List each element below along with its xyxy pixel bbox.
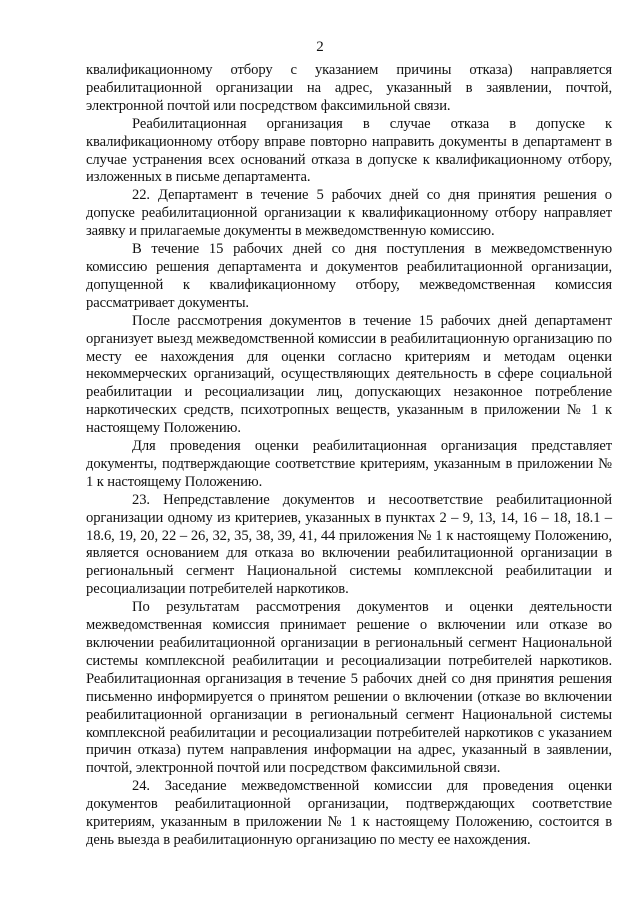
paragraph-item-23: 23. Непредставление документов и несоответствие реабилитационной организации одному из критериев, указанных в пунктах 2 – 9, 13, 14, 16 – 18, 18.1 – 18.6, 19, 20, 22 – 26, 32, 35, 38, 39, 41, 44 приложения № 1 к настоящему Положению, является основанием для отказа во включении реабилитационной организации в региональный сегмент Национальной системы комплексной реабилитации и ресоциализации потребителей наркотиков. xyxy=(86,491,612,598)
paragraph-review-period: В течение 15 рабочих дней со дня поступления в межведомственную комиссию решения департамента и документов реабилитационной организации, допущенной к квалификационному отбору, межведомственная комиссия рассматривает документы. xyxy=(86,241,612,311)
paragraph-item-24: 24. Заседание межведомственной комиссии для проведения оценки документов реабилитационной организации, подтверждающих соответствие критериям, указанным в приложении № 1 к настоящему Положению, состоится в день выезда в реабилитационную организацию по месту ее нахождения. xyxy=(86,778,612,848)
paragraph-resubmission: Реабилитационная организация в случае отказа в допуске к квалификационному отбору вправе повторно направить документы в департамент в случае устранения всех оснований отказа в допуске к квалификационному отбору, изложенных в письме департамента. xyxy=(86,115,612,186)
document-body xyxy=(86,62,612,850)
page-number: 2 xyxy=(316,39,324,55)
paragraph-assessment-documents: Для проведения оценки реабилитационная организация представляет документы, подтверждающие соответствие критериям, указанным в приложении № 1 к настоящему Положению. xyxy=(86,438,612,490)
paragraph-commission-decision: По результатам рассмотрения документов и оценки деятельности межведомственная комиссия принимает решение о включении или отказе во включении реабилитационной организации в региональный сегмент Национальной системы комплексной реабилитации и ресоциализации потребителей наркотиков. Реабилитационная организация в течение 5 рабочих дней со дня принятия решения письменно информируется о принятом решении о включении (отказе во включении реабилитационной организации в региональный сегмент Национальной системы комплексной реабилитации и ресоциализации потребителей наркотиков с указанием причин отказа) путем направления информации на адрес, указанный в заявлении, почтой, электронной почтой или посредством факсимильной связи. xyxy=(86,599,612,777)
paragraph-commission-visit: После рассмотрения документов в течение 15 рабочих дней департамент организует выезд межведомственной комиссии в реабилитационную организацию по месту ее нахождения для оценки согласно критериям и методам оценки некоммерческих организаций, осуществляющих деятельность в сфере социальной реабилитации и ресоциализации лиц, допускающих незаконное потребление наркотических средств, психотропных веществ, указанным в приложении № 1 к настоящему Положению. xyxy=(86,312,612,437)
paragraph-continuation: квалификационному отбору с указанием причины отказа) направляется реабилитационной организации на адрес, указанный в заявлении, почтой, электронной почтой или посредством факсимильной связи. xyxy=(86,62,612,114)
paragraph-item-22: 22. Департамент в течение 5 рабочих дней со дня принятия решения о допуске реабилитационной организации к квалификационному отбору направляет заявку и прилагаемые документы в межведомственную комиссию. xyxy=(86,187,612,240)
